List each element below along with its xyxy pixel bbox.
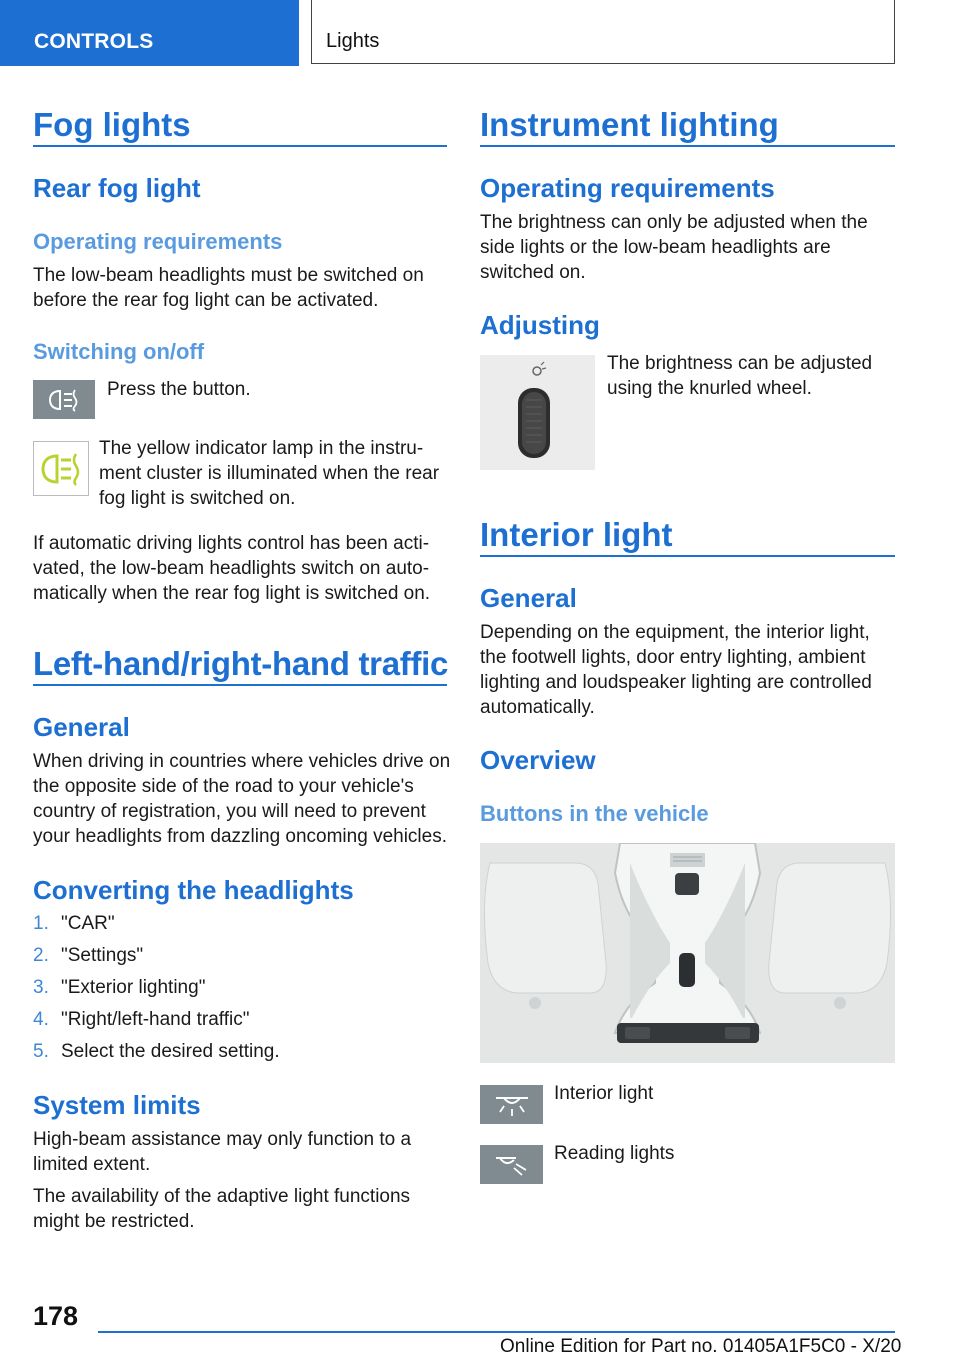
general-heading: General <box>480 583 577 613</box>
interior-light-icon <box>492 1092 532 1118</box>
op-req-heading: Operating requirements <box>480 173 775 203</box>
converting-heading: Converting the headlights <box>33 875 354 905</box>
knurled-wheel-image <box>480 355 595 470</box>
list-item: 3. "Exterior lighting" <box>33 977 206 998</box>
indicator-lamp-image <box>33 441 89 496</box>
step-list <box>33 911 447 1071</box>
switching-heading: Switching on/off <box>33 339 205 364</box>
page-number: 178 <box>33 1301 79 1331</box>
heading-rule <box>480 145 895 147</box>
buttons-heading: Buttons in the vehicle <box>480 801 709 826</box>
rear-fog-heading: Rear fog light <box>33 173 201 203</box>
limits-text-2: The availability of the adaptive light functions might be restricted. <box>33 1186 411 1232</box>
reading-light-icon <box>492 1152 532 1178</box>
auto-lights-text: If automatic driving lights control has been acti-vated, the low-beam headlights switch on auto-matically when the rear fog light is switched on. <box>33 533 431 604</box>
traffic-heading: Left-hand/right-hand traffic <box>33 645 449 682</box>
system-limits-heading: System limits <box>33 1090 201 1120</box>
list-item: 1. "CAR" <box>33 913 115 934</box>
general-text: Depending on the equipment, the interior light, the footwell lights, door entry lighting, ambient lighting and loudspeaker lighting are controlled automatically. <box>480 622 872 718</box>
adjusting-heading: Adjusting <box>480 310 600 340</box>
op-req-heading: Operating requirements <box>33 229 283 254</box>
fog-button-image <box>33 380 95 419</box>
interior-light-heading: Interior light <box>480 516 673 553</box>
adjust-text: The brightness can be adjusted using the knurled wheel. <box>607 353 873 399</box>
overhead-console-illustration <box>480 843 895 1063</box>
general-heading: General <box>33 712 130 742</box>
list-item: 2. "Settings" <box>33 945 144 966</box>
rear-fog-indicator-icon <box>37 451 85 487</box>
fog-lights-heading: Fog lights <box>33 106 191 143</box>
section-label: CONTROLS <box>34 30 154 53</box>
section-tab <box>0 0 299 66</box>
general-text: When driving in countries where vehicles drive on the opposite side of the road to your vehicle's country of registration, you will need to prevent your headlights from dazzling oncoming vehicles. <box>33 751 451 847</box>
reading-lights-button-image <box>480 1145 543 1184</box>
interior-light-label: Interior light <box>554 1083 654 1104</box>
knurled-wheel-icon <box>480 355 595 470</box>
op-req-text: The brightness can only be adjusted when the side lights or the low-beam headlights are switched on. <box>480 212 868 283</box>
limits-text-1: High-beam assistance may only function to a limited extent. <box>33 1129 412 1175</box>
indicator-text: The yellow indicator lamp in the instru-ment cluster is illuminated when the rear fog light is switched on. <box>99 438 440 509</box>
heading-rule <box>33 145 447 147</box>
list-item: 4. "Right/left-hand traffic" <box>33 1009 250 1030</box>
reading-lights-label: Reading lights <box>554 1143 675 1164</box>
press-text: Press the button. <box>107 379 251 400</box>
list-item: 5. Select the desired setting. <box>33 1041 280 1062</box>
heading-rule <box>33 684 447 686</box>
op-req-text: The low-beam headlights must be switched on before the rear fog light can be activated. <box>33 265 424 311</box>
heading-rule <box>480 555 895 557</box>
topic-tab <box>311 0 895 64</box>
interior-light-button-image <box>480 1085 543 1124</box>
instrument-lighting-heading: Instrument lighting <box>480 106 779 143</box>
topic-label: Lights <box>326 30 380 52</box>
rear-fog-light-icon <box>46 388 82 412</box>
overhead-console-image <box>480 843 895 1063</box>
overview-heading: Overview <box>480 745 596 775</box>
edition-text: Online Edition for Part no. 01405A1F5C0 - X/20 <box>500 1336 902 1357</box>
footer-rule <box>98 1331 895 1333</box>
